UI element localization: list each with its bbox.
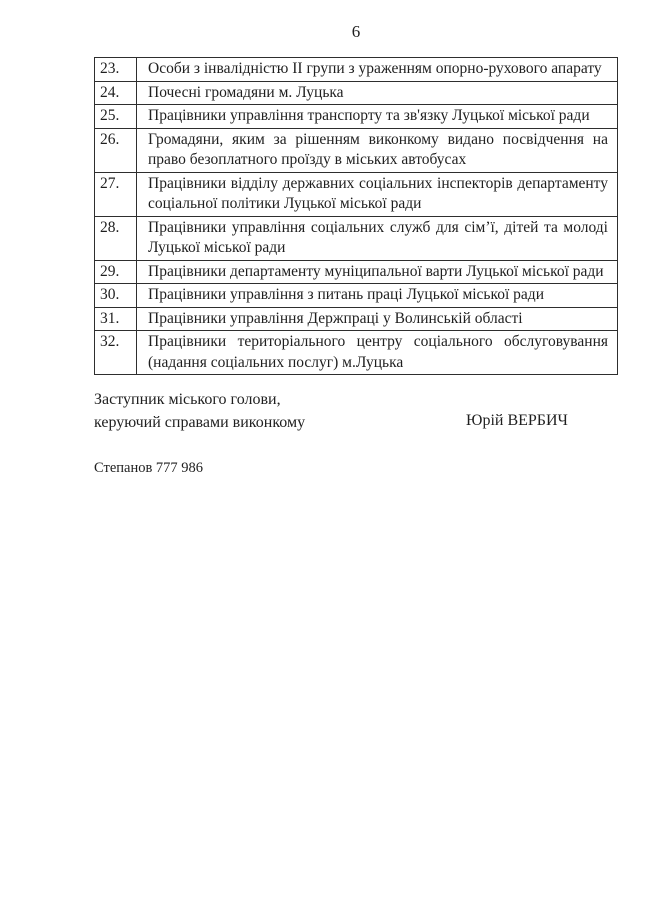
row-number-cell: 31.	[95, 307, 137, 331]
row-number-cell: 30.	[95, 284, 137, 308]
row-text-cell: Почесні громадяни м. Луцька	[137, 81, 618, 105]
row-number-cell: 24.	[95, 81, 137, 105]
row-text-cell: Працівники управління соціальних служб для сім’ї, дітей та молоді Луцької міської ради	[137, 216, 618, 260]
signature-name: Юрій ВЕРБИЧ	[466, 412, 568, 429]
table-row	[95, 284, 618, 308]
row-text-cell: Працівники управління Держпраці у Волинській області	[137, 307, 618, 331]
row-text-cell: Особи з інвалідністю ІІ групи з ураженням опорно-рухового апарату	[137, 58, 618, 82]
table-row	[95, 307, 618, 331]
row-number-cell: 28.	[95, 216, 137, 260]
row-text-cell: Громадяни, яким за рішенням виконкому видано посвідчення на право безоплатного проїзду в міських автобусах	[137, 128, 618, 172]
row-number-cell: 29.	[95, 260, 137, 284]
row-number-cell: 23.	[95, 58, 137, 82]
signature-title-line2: керуючий справами виконкому	[94, 413, 306, 431]
row-text-cell: Працівники управління транспорту та зв'язку Луцької міської ради	[137, 105, 618, 129]
table-row	[95, 105, 618, 129]
table-row	[95, 81, 618, 105]
table-row	[95, 172, 618, 216]
table-row	[95, 260, 618, 284]
row-text-cell: Працівники департаменту муніципальної варти Луцької міської ради	[137, 260, 618, 284]
signature-title-line1: Заступник міського голови,	[94, 391, 281, 408]
table-row	[95, 128, 618, 172]
table-row	[95, 216, 618, 260]
row-text-cell: Працівники територіального центру соціального обслуговування (надання соціальних послуг) м.Луцька	[137, 331, 618, 375]
table-row	[95, 58, 618, 82]
row-number-cell: 25.	[95, 105, 137, 129]
table-row	[95, 331, 618, 375]
contact-line: Степанов 777 986	[94, 460, 204, 476]
row-number-cell: 27.	[95, 172, 137, 216]
row-text-cell: Працівники відділу державних соціальних інспекторів департаменту соціальної політики Луцької міської ради	[137, 172, 618, 216]
page-number: 6	[351, 22, 361, 41]
row-number-cell: 32.	[95, 331, 137, 375]
privileges-table	[94, 57, 618, 375]
signature-title	[94, 389, 305, 434]
row-number-cell: 26.	[95, 128, 137, 172]
row-text-cell: Працівники управління з питань праці Луцької міської ради	[137, 284, 618, 308]
